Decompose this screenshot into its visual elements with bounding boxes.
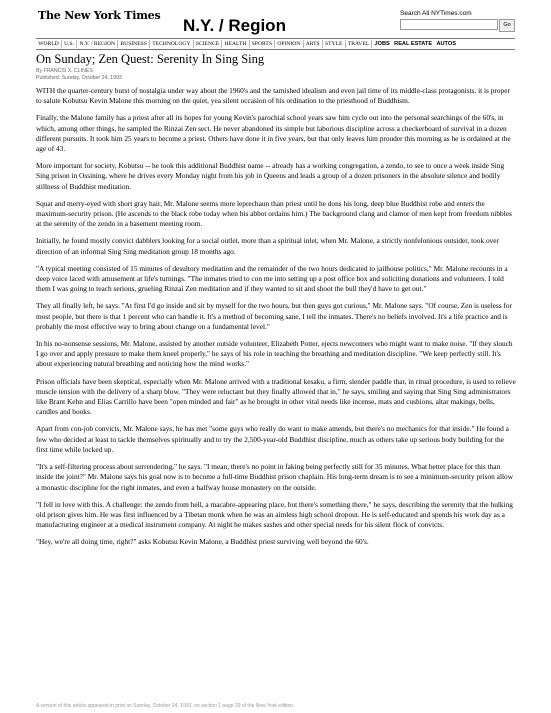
nav-link-travel[interactable]: TRAVEL <box>346 40 373 48</box>
article-paragraph: WITH the quarter-century burst of nostalgia under way about the 1960's and the tarnished idealism and even jail time of its middle-class protagonists, it is proper to salute Kobutsu Kevin Malone this morning on the quiet, yea silent occasion of his ordination to the priesthood of Buddhism. <box>36 86 510 106</box>
nav-link-health[interactable]: HEALTH <box>222 40 249 48</box>
article-body <box>36 86 516 555</box>
nav-link-real-estate[interactable]: REAL ESTATE <box>394 41 433 47</box>
nav-link-n-y-region[interactable]: N.Y. / REGION <box>77 40 118 48</box>
print-edition-note: A version of this article appeared in print on Sunday, October 24, 1993, on section 1 page 29 of the New York edition. <box>36 703 295 709</box>
section-nav <box>36 38 515 50</box>
article-paragraph: More important for society, Kobutsu -- he took this additional Buddhist name -- already has a working congregation, a zendo, to see to once a week inside Sing Sing prison in Ossining, where he drives every Monday night from his job in Queens and leads a group of a dozen prisoners in the absolute silence and bodily stillness of Buddhist meditation. <box>36 161 505 191</box>
article-paragraph: In his no-nonsense sessions, Mr. Malone, assisted by another outside volunteer, Elizabeth Potter, ejects newcomers who might want to make noise. "If they slouch I go over and apply pressure to make them kneel properly," he says of his role in teaching the breathing and meditation discipline. "We keep perfectly still. It's about experiencing natural breathing and noticing how the mind works." <box>36 339 513 369</box>
published-date: Published: Sunday, October 24, 1993 <box>36 74 122 81</box>
author: By FRANCIS X. CLINES <box>36 68 93 74</box>
article-paragraph: "It's a self-filtering process about surrendering," he says. "I mean, there's no point in faking being perfectly still for 35 minutes. What better place for this than inside the joint?" Mr. Malone says his goal now is to become a full-time Buddhist prison chaplain. His long-term dream is to see a minimum-security prison allow a monastic discipline for the right inmates, and even a halfway house monastery on the outside. <box>36 462 513 492</box>
article-paragraph: "I fell in love with this. A challenge: the zendo from hell, a macabre-appearing place, but there's something there," he says, describing the serenity that the hulking old prison gives him. He was first influenced by a Tibetan monk when he was an aimless high school dropout. He is self-educated and spends his work day as a manufacturing engineer at a medical instrument company. At night he makes sashes and other special needs for his silent flock of convicts. <box>36 499 513 530</box>
nyt-logo[interactable]: The New York Times <box>38 9 161 22</box>
search-label: Search All NYTimes.com <box>400 10 472 17</box>
article-headline: On Sunday; Zen Quest: Serenity In Sing Sing <box>36 52 265 66</box>
nav-link-style[interactable]: STYLE <box>323 40 346 48</box>
article-paragraph: Initially, he found mostly convict dabblers looking for a social outlet, more than a spiritual inlet, when Mr. Malone, a strictly nonfelonious outsider, took over direction of an informal Sing Sing meditation group 18 months ago. <box>36 236 500 256</box>
nav-link-world[interactable]: WORLD <box>36 40 62 48</box>
go-button[interactable]: Go <box>499 19 515 32</box>
article-paragraph: They all finally left, he says. "At first I'd go inside and sit by myself for the two hours, but then guys got curious," Mr. Malone says. "Of course, Zen is useless for most people, but there is that 1 percent who can handle it. It's a method of becoming sane, I tell the inmates. There's no beliefs involved. It's a life practice and is probably the most effective way to bring about change on a fundamental level." <box>36 301 512 331</box>
nav-link-arts[interactable]: ARTS <box>304 40 323 48</box>
section-title: N.Y. / Region <box>183 16 286 35</box>
article-paragraph: "A typical meeting consisted of 15 minutes of desultory meditation and the remainder of the two hours dedicated to jailhouse politics," Mr. Malone recounts in a deep voice laced with amusement at life's turnings. "The inmates tried to con me into setting up a post office box and soliciting donations and volunteers. I told them I was going to teach serious, grueling Rinzai Zen meditation and if they wanted to sit and shoot the bull they'd have to get out." <box>36 263 508 294</box>
nav-link-autos[interactable]: AUTOS <box>436 41 456 47</box>
nav-link-sports[interactable]: SPORTS <box>250 40 276 48</box>
nav-link-science[interactable]: SCIENCE <box>194 40 223 48</box>
nav-link-business[interactable]: BUSINESS <box>118 40 150 48</box>
search-input[interactable] <box>400 19 498 30</box>
article-paragraph: Apart from con-job convicts, Mr. Malone says, he has met "some guys who really do want to make amends, but there's no mechanics for that inside." He found a few who decided at least to tackle themselves spiritually and to try the 2,500-year-old Buddhist discipline, much as others take up serious body building for the first time while locked up. <box>36 424 509 454</box>
article-paragraph: Finally, the Malone family has a priest after all its hopes for young Kevin's parochial school years saw him cycle out into the personal searchings of the 60's, in which, among other things, he sampled the Rinzai Zen sect. He never abandoned its simple but laborious discipline across a checkerboard of survival in a dozen different pursuits. It took him 25 years to become a priest. Others have done it in five years, but that only leaves him prouder this morning as he is ordained at the age of 43. <box>36 113 511 154</box>
article-paragraph: Prison officials have been skeptical, especially when Mr. Malone arrived with a traditional kesaku, a firm, slender paddle that, in ritual procedure, is used to relieve muscle tension with the delivery of a sharp blow. "They were reluctant but they finally allowed that in," he says, smiling and saying that Sing Sing administrators like Brant Kehn and Elias Carrillo have been "open minded and fair" as he brought in other vital needs like incense, mats and cushions, altar makings, bells, candles and books. <box>36 376 516 417</box>
article-paragraph: "Hey, we're all doing time, right?" asks Kobutsu Kevin Malone, a Buddhist priest surviving well beyond the 60's. <box>36 537 369 547</box>
article-paragraph: Squat and merry-eyed with short gray hair, Mr. Malone seems more leprechaun than priest until he dons his long, deep blue Buddhist robe and enters the maximum-security prison. (He ascends to the black robe today when his abbot ordains him.) The background clang and clamor of men kept from freedom nibbles at the serenity of the zendo in a basement meeting room. <box>36 198 512 229</box>
nav-link-jobs[interactable]: JOBS <box>374 41 390 47</box>
nav-link-opinion[interactable]: OPINION <box>275 40 303 48</box>
nav-link-technology[interactable]: TECHNOLOGY <box>150 40 194 48</box>
nav-link-u-s-[interactable]: U.S. <box>62 40 77 48</box>
byline <box>36 68 122 81</box>
